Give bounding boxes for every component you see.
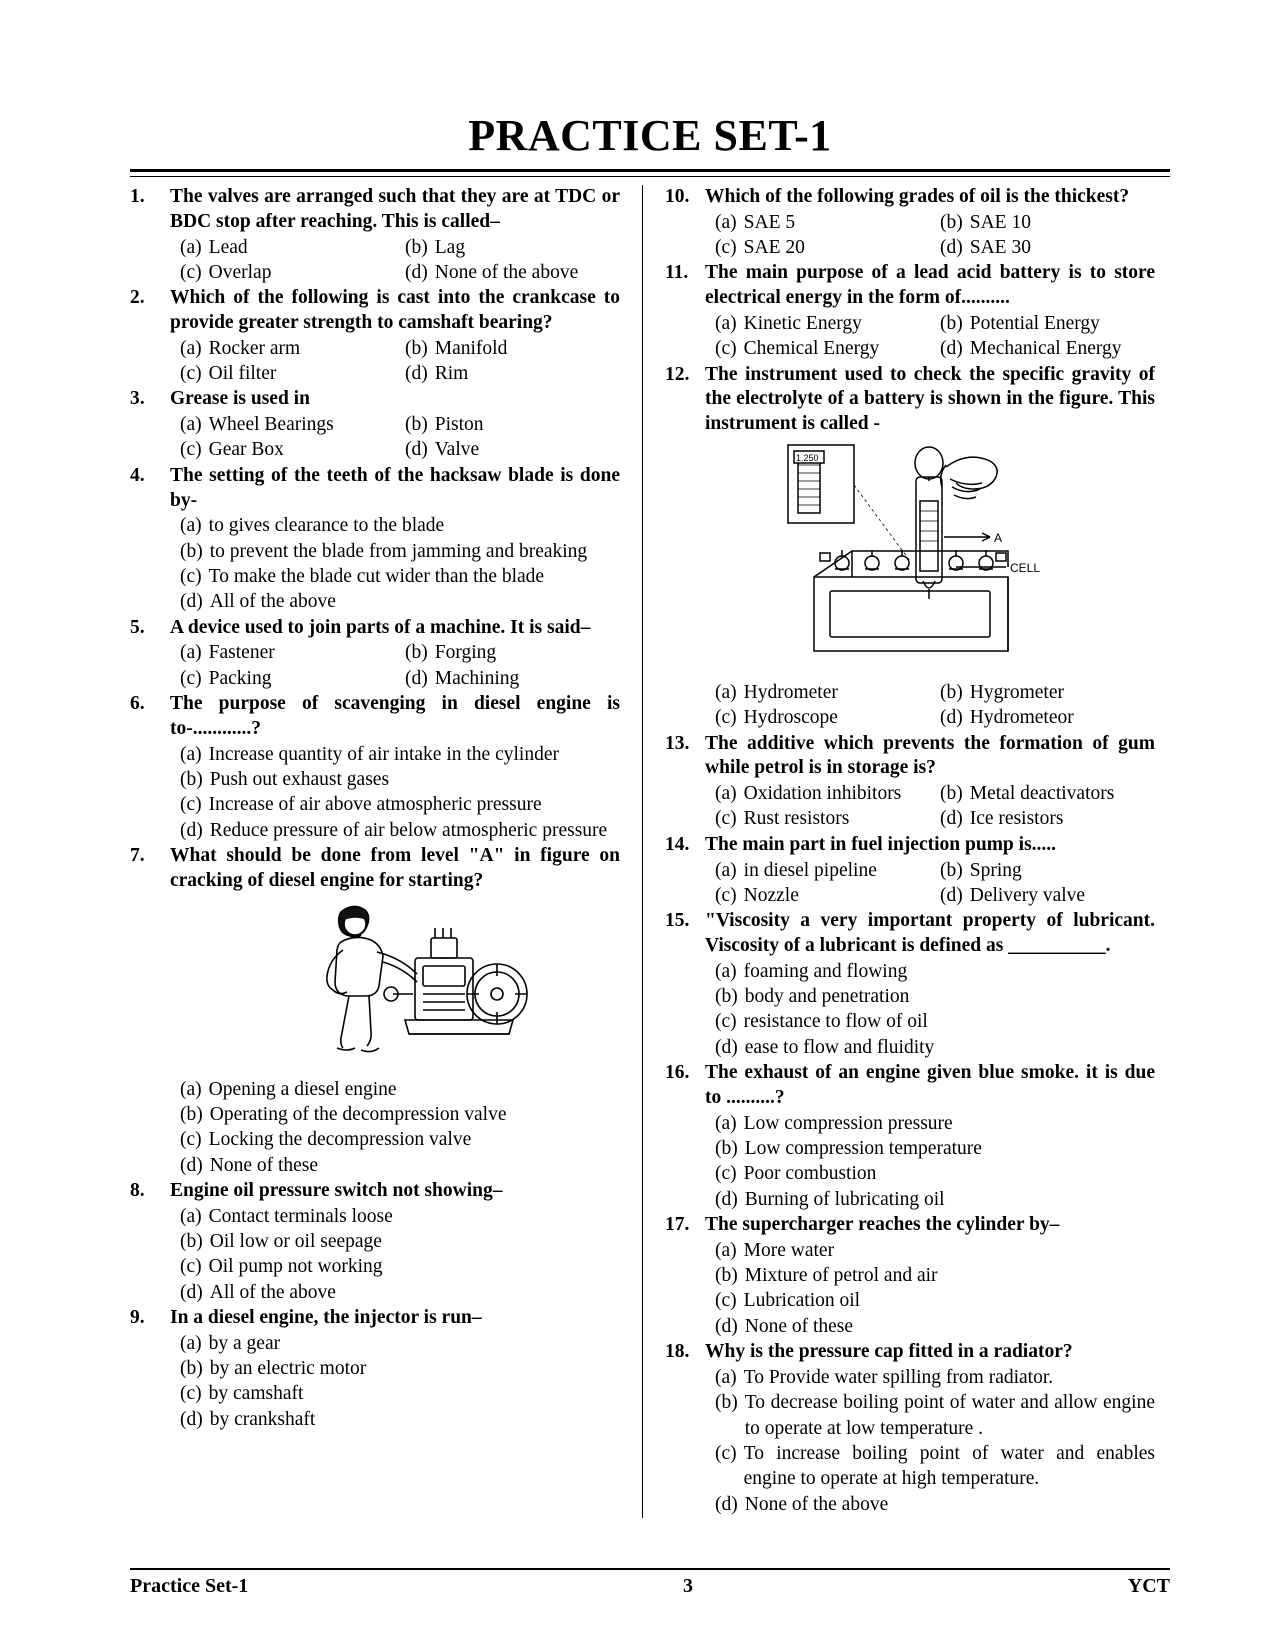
option-a[interactable]: (a) Increase quantity of air intake in the cylinder (180, 743, 559, 765)
option-c[interactable]: (c) Nozzle (715, 884, 799, 906)
option-a[interactable]: (a) SAE 5 (715, 211, 796, 233)
question-number: 3. (130, 388, 145, 410)
options-list (705, 1111, 1155, 1212)
option-a[interactable]: (a) to gives clearance to the blade (180, 515, 445, 537)
options-list (705, 858, 1155, 909)
question-item (130, 464, 620, 615)
question-text: Which of the following is cast into the crankcase to provide greater strength to camshaft bearing? (170, 287, 620, 333)
question-number: 6. (130, 693, 145, 715)
question-text: Why is the pressure cap fitted in a radiator? (705, 1341, 1073, 1363)
man-cranking-engine-icon (245, 898, 545, 1068)
option-b[interactable]: (b) Operating of the decompression valve (180, 1103, 507, 1125)
option-b[interactable]: (b) by an electric motor (180, 1358, 367, 1380)
option-c[interactable]: (c) Overlap (180, 261, 272, 283)
question-number: 12. (665, 363, 690, 385)
column-divider (642, 185, 643, 1518)
question-text: The setting of the teeth of the hacksaw blade is done by- (170, 464, 620, 511)
question-number: 9. (130, 1307, 145, 1328)
option-b[interactable]: (b) Spring (940, 859, 1022, 881)
question-text: What should be done from level "A" in figure on cracking of diesel engine for starting? (170, 845, 620, 891)
question-text: Engine oil pressure switch not showing– (170, 1179, 503, 1201)
options-list (705, 1365, 1155, 1517)
option-b[interactable]: (b) Potential Energy (940, 312, 1100, 334)
question-number: 8. (130, 1179, 145, 1201)
footer-page-number: 3 (683, 1575, 694, 1597)
option-b[interactable]: (b) Low compression temperature (715, 1137, 982, 1159)
question-text: The purpose of scavenging in diesel engine is to-............? (170, 693, 620, 739)
option-c[interactable]: (c) Chemical Energy (715, 338, 880, 360)
option-c[interactable]: (c) Locking the decompression valve (180, 1129, 472, 1151)
question-item (665, 261, 1155, 361)
question-number: 5. (130, 616, 145, 638)
option-c[interactable]: (c) To increase boiling point of water and enables engine to operate at high temperature. (715, 1442, 1155, 1490)
question-number: 13. (665, 732, 690, 754)
option-d[interactable]: (d) Valve (405, 439, 480, 461)
footer-right: YCT (1127, 1575, 1170, 1597)
svg-text:A: A (994, 530, 1003, 545)
option-d[interactable]: (d) Rim (405, 363, 469, 385)
option-d[interactable]: (d) All of the above (180, 591, 336, 613)
option-b[interactable]: (b) Hygrometer (940, 681, 1064, 703)
option-d[interactable]: (d) None of the above (405, 261, 579, 283)
options-list (170, 235, 620, 286)
options-list (705, 781, 1155, 832)
question-item (665, 732, 1155, 832)
options-list (170, 1204, 620, 1305)
question-item (665, 909, 1155, 1060)
question-item (665, 363, 1155, 731)
option-a[interactable]: (a) To Provide water spilling from radiator. (715, 1366, 1054, 1388)
option-b[interactable]: (b) Push out exhaust gases (180, 768, 390, 790)
option-d[interactable]: (d) None of these (715, 1315, 854, 1337)
question-item (665, 833, 1155, 908)
svg-text:1.250: 1.250 (796, 452, 819, 463)
option-b[interactable]: (b) body and penetration (715, 986, 910, 1008)
svg-text:CELL: CELL (1010, 560, 1041, 575)
option-c[interactable]: (c) Packing (180, 667, 272, 689)
question-item (130, 1306, 620, 1432)
page-title: PRACTICE SET-1 (468, 111, 832, 160)
question-number: 14. (665, 833, 690, 855)
option-b[interactable]: (b) Oil low or oil seepage (180, 1230, 382, 1252)
question-item (665, 1213, 1155, 1339)
option-a[interactable]: (a) Kinetic Energy (715, 312, 862, 334)
question-item (130, 1179, 620, 1305)
option-c[interactable]: (c) Gear Box (180, 439, 284, 461)
options-list (170, 1331, 620, 1432)
options-list (170, 742, 620, 843)
left-column (130, 185, 634, 1518)
question-text: The valves are arranged such that they are at TDC or BDC stop after reaching. This is called– (170, 186, 620, 232)
option-a[interactable]: (a) Rocker arm (180, 337, 301, 359)
option-a[interactable]: (a) foaming and flowing (715, 960, 908, 982)
option-a[interactable]: (a) Opening a diesel engine (180, 1078, 397, 1100)
question-number: 1. (130, 186, 145, 207)
option-a[interactable]: (a) Lead (180, 236, 248, 258)
question-item (130, 844, 620, 1178)
question-text: The main purpose of a lead acid battery is to store electrical energy in the form of.......... (705, 262, 1155, 309)
option-c[interactable]: (c) Lubrication oil (715, 1290, 861, 1312)
options-list (170, 640, 620, 691)
option-a[interactable]: (a) Hydrometer (715, 681, 838, 703)
question-text: The additive which prevents the formation of gum while petrol is in storage is? (705, 732, 1155, 779)
option-d[interactable]: (d) All of the above (180, 1281, 336, 1303)
option-a[interactable]: (a) Wheel Bearings (180, 414, 334, 436)
option-d[interactable]: (d) Mechanical Energy (940, 338, 1122, 360)
option-d[interactable]: (d) Reduce pressure of air below atmospheric pressure (180, 819, 608, 841)
option-c[interactable]: (c) Increase of air above atmospheric pressure (180, 794, 542, 816)
option-a[interactable]: (a) by a gear (180, 1332, 281, 1354)
hydrometer-battery-icon (760, 441, 1100, 671)
options-list (705, 680, 1155, 731)
option-d[interactable]: (d) None of the above (715, 1493, 889, 1515)
question-text: "Viscosity a very important property of lubricant. Viscosity of a lubricant is defined as __________. (705, 910, 1155, 956)
question-text: Grease is used in (170, 388, 310, 410)
option-d[interactable]: (d) ease to flow and fluidity (715, 1036, 935, 1058)
option-a[interactable]: (a) in diesel pipeline (715, 859, 877, 881)
option-c[interactable]: (c) Rust resistors (715, 808, 850, 830)
option-d[interactable]: (d) Ice resistors (940, 808, 1064, 830)
option-a[interactable]: (a) Low compression pressure (715, 1112, 953, 1134)
question-text: The exhaust of an engine given blue smoke. it is due to ..........? (705, 1062, 1155, 1108)
option-b[interactable]: (b) To decrease boiling point of water and allow engine to operate at low temperature . (715, 1392, 1155, 1439)
option-b[interactable]: (b) SAE 10 (940, 211, 1031, 233)
options-list (170, 412, 620, 463)
option-a[interactable]: (a) Fastener (180, 642, 275, 664)
question-number: 2. (130, 287, 145, 309)
question-text: The main part in fuel injection pump is..... (705, 833, 1057, 855)
question-number: 16. (665, 1062, 690, 1084)
question-text: Which of the following grades of oil is the thickest? (705, 186, 1130, 207)
question-number: 15. (665, 910, 690, 932)
option-c[interactable]: (c) Oil pump not working (180, 1256, 383, 1278)
question-item (130, 387, 620, 462)
option-c[interactable]: (c) Poor combustion (715, 1163, 877, 1185)
question-text: In a diesel engine, the injector is run– (170, 1307, 482, 1328)
option-d[interactable]: (d) Hydrometeor (940, 707, 1074, 729)
question-number: 7. (130, 845, 145, 866)
figure-man-cranking-diesel-engine (170, 898, 620, 1073)
options-list (705, 311, 1155, 362)
question-number: 11. (665, 262, 689, 284)
option-c[interactable]: (c) Oil filter (180, 363, 277, 385)
option-b[interactable]: (b) Forging (405, 642, 497, 664)
option-c[interactable]: (c) SAE 20 (715, 237, 805, 259)
options-list (705, 210, 1155, 261)
question-number: 18. (665, 1341, 690, 1363)
option-d[interactable]: (d) SAE 30 (940, 237, 1031, 259)
right-column (651, 185, 1155, 1518)
option-b[interactable]: (b) Mixture of petrol and air (715, 1265, 938, 1287)
option-d[interactable]: (d) Delivery valve (940, 884, 1086, 906)
option-c[interactable]: (c) resistance to flow of oil (715, 1011, 928, 1033)
option-b[interactable]: (b) Lag (405, 236, 466, 258)
option-d[interactable]: (d) None of these (180, 1154, 319, 1176)
options-list (705, 1238, 1155, 1339)
option-c[interactable]: (c) by camshaft (180, 1383, 304, 1405)
option-d[interactable]: (d) Machining (405, 667, 520, 689)
question-text: The instrument used to check the specific gravity of the electrolyte of a battery is shown in the figure. This instrument is called - (705, 363, 1155, 435)
question-item (130, 185, 620, 285)
options-list (170, 513, 620, 614)
options-list (170, 336, 620, 387)
question-item (130, 286, 620, 386)
option-b[interactable]: (b) Piston (405, 414, 484, 436)
options-list (705, 959, 1155, 1060)
question-text: The supercharger reaches the cylinder by– (705, 1213, 1060, 1235)
question-item (665, 1061, 1155, 1212)
question-number: 10. (665, 186, 690, 207)
option-c[interactable]: (c) Hydroscope (715, 707, 838, 729)
figure-hydrometer-battery-cell (705, 441, 1155, 676)
footer-left: Practice Set-1 (130, 1575, 249, 1597)
options-list (170, 1077, 620, 1178)
question-item (665, 1340, 1155, 1517)
question-number: 4. (130, 464, 145, 486)
question-number: 17. (665, 1213, 690, 1235)
page-footer (130, 1568, 1170, 1598)
option-a[interactable]: (a) More water (715, 1239, 835, 1261)
option-b[interactable]: (b) Manifold (405, 337, 508, 359)
option-b[interactable]: (b) to prevent the blade from jamming and breaking (180, 540, 588, 562)
option-a[interactable]: (a) Oxidation inhibitors (715, 783, 902, 805)
question-item (130, 692, 620, 843)
question-text: A device used to join parts of a machine. It is said– (170, 616, 591, 638)
option-d[interactable]: (d) by crankshaft (180, 1408, 316, 1430)
option-a[interactable]: (a) Contact terminals loose (180, 1205, 393, 1227)
option-d[interactable]: (d) Burning of lubricating oil (715, 1188, 945, 1210)
two-column-body (130, 185, 1170, 1518)
title-divider (130, 169, 1170, 177)
option-b[interactable]: (b) Metal deactivators (940, 783, 1115, 805)
question-item (665, 185, 1155, 260)
option-c[interactable]: (c) To make the blade cut wider than the blade (180, 566, 545, 587)
question-item (130, 616, 620, 691)
